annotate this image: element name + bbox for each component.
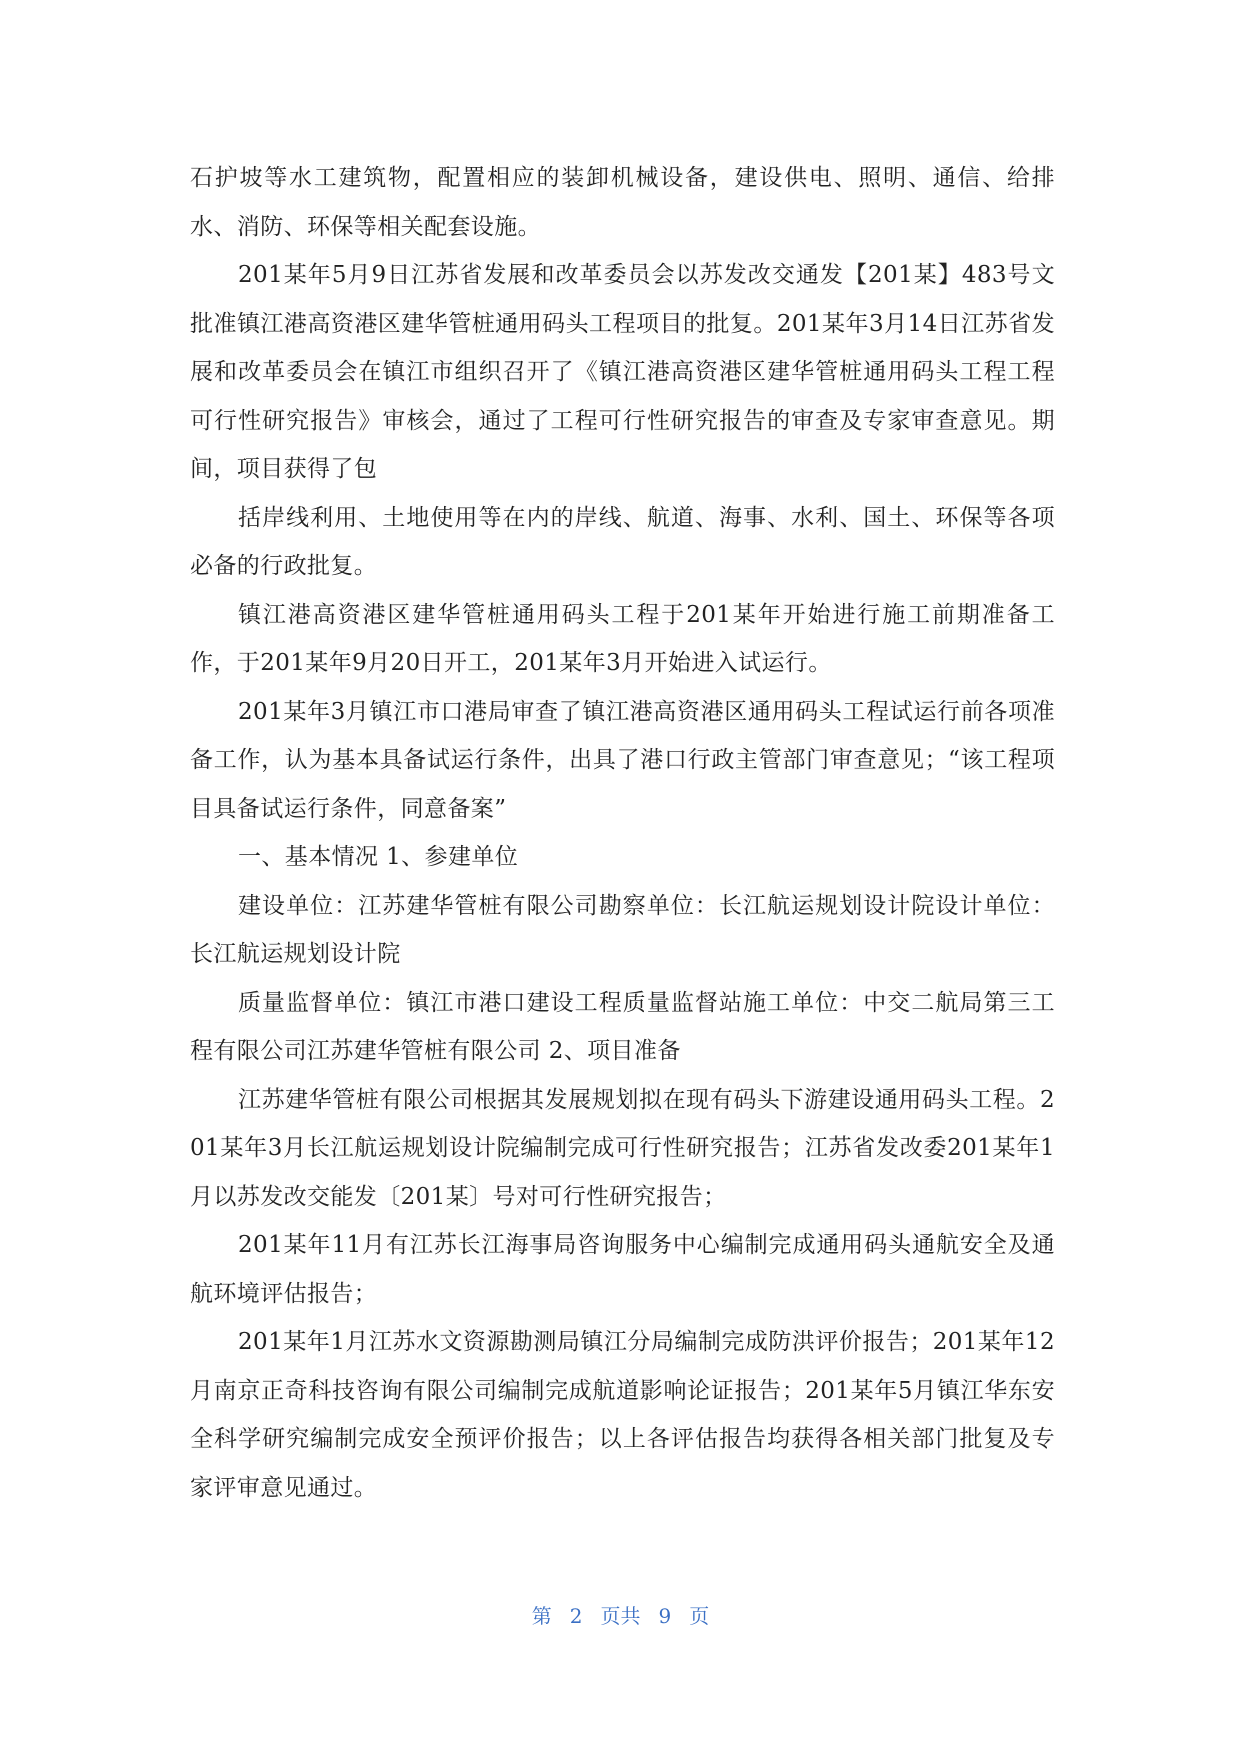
footer-suffix: 页 <box>689 1604 710 1628</box>
page-footer <box>0 1600 1241 1629</box>
paragraph-11: 201某年1月江苏水文资源勘测局镇江分局编制完成防洪评价报告；201某年12月南京正奇科技咨询有限公司编制完成航道影响论证报告；201某年5月镇江华东安全科学研究编制完成安全预评价报告；以上各评估报告均获得各相关部门批复及专家评审意见通过。 <box>190 1329 1055 1501</box>
footer-total-pages: 9 <box>658 1604 672 1628</box>
paragraph-10: 201某年11月有江苏长江海事局咨询服务中心编制完成通用码头通航安全及通航环境评估报告； <box>190 1232 1055 1307</box>
paragraph-8: 质量监督单位：镇江市港口建设工程质量监督站施工单位：中交二航局第三工程有限公司江苏建华管桩有限公司 2、项目准备 <box>190 989 1055 1064</box>
footer-prefix: 第 <box>531 1604 552 1628</box>
paragraph-1: 石护坡等水工建筑物，配置相应的装卸机械设备，建设供电、照明、通信、给排水、消防、环保等相关配套设施。 <box>190 165 1055 240</box>
paragraph-3: 括岸线利用、土地使用等在内的岸线、航道、海事、水利、国土、环保等各项必备的行政批复。 <box>190 504 1055 579</box>
paragraph-7: 建设单位：江苏建华管桩有限公司勘察单位：长江航运规划设计院设计单位：长江航运规划设计院 <box>190 892 1055 967</box>
paragraph-5: 201某年3月镇江市口港局审查了镇江港高资港区通用码头工程试运行前各项准备工作，认为基本具备试运行条件，出具了港口行政主管部门审查意见；“该工程项目具备试运行条件，同意备案” <box>190 698 1055 822</box>
document-body <box>190 154 1055 1512</box>
paragraph-9: 江苏建华管桩有限公司根据其发展规划拟在现有码头下游建设通用码头工程。201某年3月长江航运规划设计院编制完成可行性研究报告；江苏省发改委201某年1月以苏发改交能发〔201某〕号对可行性研究报告； <box>190 1086 1055 1210</box>
section-heading: 一、基本情况 1、参建单位 <box>238 844 519 870</box>
footer-middle: 页共 <box>600 1604 641 1628</box>
footer-current-page: 2 <box>569 1604 583 1628</box>
paragraph-4: 镇江港高资港区建华管桩通用码头工程于201某年开始进行施工前期准备工作，于201某年9月20日开工，201某年3月开始进入试运行。 <box>190 601 1055 676</box>
paragraph-2: 201某年5月9日江苏省发展和改革委员会以苏发改交通发【201某】483号文批准镇江港高资港区建华管桩通用码头工程项目的批复。201某年3月14日江苏省发展和改革委员会在镇江市组织召开了《镇江港高资港区建华管桩通用码头工程工程可行性研究报告》审核会，通过了工程可行性研究报告的审查及专家审查意见。期间，项目获得了包 <box>190 262 1055 482</box>
